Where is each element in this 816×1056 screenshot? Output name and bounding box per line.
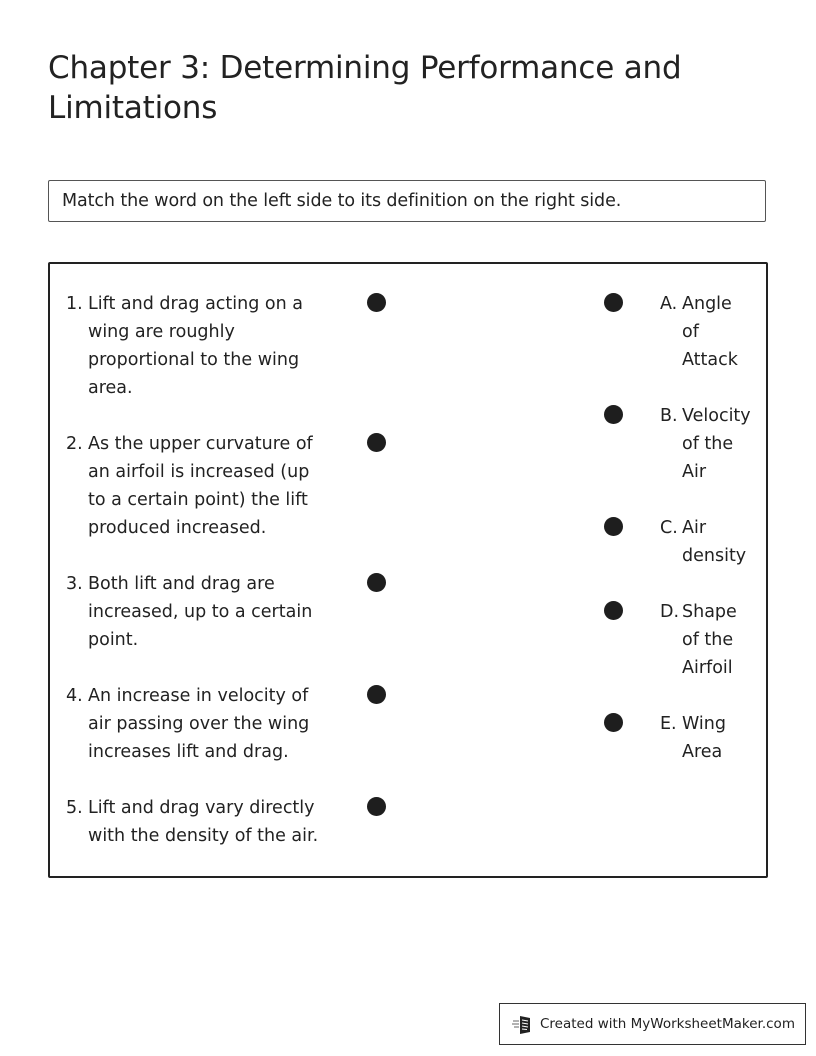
item-text: An increase in velocity of air passing over the wing increases lift and drag. — [88, 686, 310, 762]
left-item-5 — [66, 794, 328, 850]
item-number: 1. — [66, 294, 83, 314]
item-letter: C. — [660, 518, 678, 538]
footer-credit-badge[interactable] — [499, 1003, 806, 1045]
item-text: Air density — [682, 518, 747, 566]
right-match-dot-e[interactable] — [604, 713, 623, 732]
right-item-b — [660, 402, 752, 486]
right-match-dot-d[interactable] — [604, 601, 623, 620]
right-item-e — [660, 710, 752, 766]
right-item-a — [660, 290, 752, 374]
item-text: Velocity of the Air — [682, 406, 751, 482]
item-text: Lift and drag vary directly with the density of the air. — [88, 798, 319, 846]
item-letter: B. — [660, 406, 678, 426]
left-item-1 — [66, 290, 328, 402]
page-title: Chapter 3: Determining Performance and Limitations — [48, 50, 682, 126]
item-number: 2. — [66, 434, 83, 454]
left-match-dot-2[interactable] — [367, 433, 386, 452]
left-match-dot-4[interactable] — [367, 685, 386, 704]
item-letter: E. — [660, 714, 677, 734]
footer-credit-text: Created with MyWorksheetMaker.com — [540, 1016, 795, 1032]
left-match-dot-3[interactable] — [367, 573, 386, 592]
right-match-dot-b[interactable] — [604, 405, 623, 424]
item-number: 4. — [66, 686, 83, 706]
item-number: 5. — [66, 798, 83, 818]
item-text: Both lift and drag are increased, up to a certain point. — [88, 574, 313, 650]
instructions-box: Match the word on the left side to its definition on the right side. — [48, 180, 766, 222]
worksheet-logo-icon — [512, 1013, 534, 1035]
matching-exercise-box — [48, 262, 768, 878]
left-item-3 — [66, 570, 328, 654]
item-text: Wing Area — [682, 714, 726, 762]
item-text: As the upper curvature of an airfoil is increased (up to a certain point) the lift produced increased. — [88, 434, 313, 538]
right-item-c — [660, 514, 752, 570]
left-item-2 — [66, 430, 328, 542]
left-match-dot-5[interactable] — [367, 797, 386, 816]
item-text: Lift and drag acting on a wing are roughly proportional to the wing area. — [88, 294, 303, 398]
right-match-dot-c[interactable] — [604, 517, 623, 536]
right-item-d — [660, 598, 752, 682]
left-match-dot-1[interactable] — [367, 293, 386, 312]
item-letter: A. — [660, 294, 678, 314]
item-number: 3. — [66, 574, 83, 594]
left-item-4 — [66, 682, 328, 766]
right-match-dot-a[interactable] — [604, 293, 623, 312]
item-letter: D. — [660, 602, 680, 622]
item-text: Shape of the Airfoil — [682, 602, 737, 678]
item-text: Angle of Attack — [682, 294, 738, 370]
